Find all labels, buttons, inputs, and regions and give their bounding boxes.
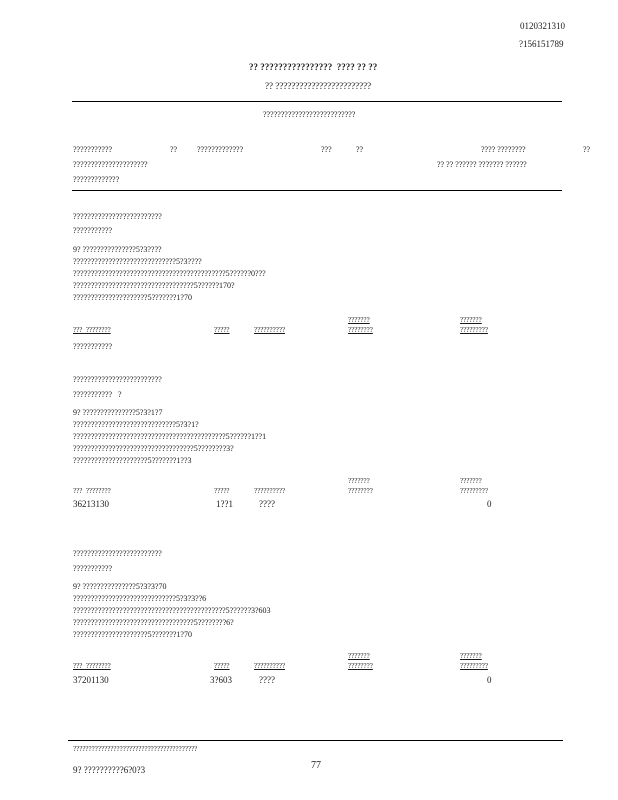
info-row3-left: ?????????????	[73, 175, 120, 184]
section-subheading: ???????????	[73, 226, 113, 235]
section-heading: ?????????????????????????	[73, 212, 162, 221]
col-header-4: ??????? ????????	[348, 477, 373, 495]
info-row1-c1: ??	[170, 145, 178, 154]
section-line-2: ?????????????????????????????5?3?1?	[73, 420, 199, 429]
section-line-1: 9? ???????????????5?3????	[73, 245, 162, 254]
section-line-4: ??????????????????????????????????5??????170?	[73, 281, 235, 290]
row-cell-1: 37201130	[73, 675, 109, 685]
footer-rule	[68, 740, 563, 741]
section-line-3: ???????????????????????????????????????????5??????3?603	[73, 606, 271, 615]
section-line-2: ?????????????????????????????5?3?3??6	[73, 594, 207, 603]
section-line-2: ?????????????????????????????5?3????	[73, 257, 202, 266]
footer-bottom-left: 9? ??????????6?0?3	[73, 765, 146, 775]
section-line-5: ?????????????????????5???????1?70	[73, 293, 192, 302]
row-cell-5: 0	[487, 675, 492, 685]
info-row1-c4: ??	[356, 145, 364, 154]
info-row1-c3: ???	[321, 145, 332, 154]
header-rule	[72, 101, 562, 102]
section-line-1: 9? ???????????????5?3?3?70	[73, 582, 167, 591]
col-header-2: ?????	[214, 326, 230, 334]
doc-code-2: ?156151789	[519, 39, 564, 49]
section-subheading: ??????????? ?	[73, 390, 122, 399]
info-row2-left: ?????????????????????	[73, 160, 148, 169]
row-cell-5: 0	[487, 499, 492, 509]
info-row1-left: ???????????	[73, 145, 113, 154]
section-line-1: 9? ???????????????5?3?1?7	[73, 408, 163, 417]
row-cell-2: 1??1	[216, 499, 233, 509]
col-header-5: ??????? ?????????	[460, 316, 488, 334]
section-line-3: ???????????????????????????????????????????5??????0???	[73, 269, 266, 278]
section-subheading: ???????????	[73, 564, 113, 573]
page-number: 77	[311, 760, 321, 771]
record-section-1	[0, 213, 618, 383]
doc-title-line-2: ?? ????????????????????????	[265, 81, 372, 91]
doc-code-1: 0120321310	[520, 21, 565, 31]
row-cell-1: ???????????	[73, 342, 113, 351]
doc-subtitle: ??????????????????????????	[263, 110, 356, 119]
col-header-3: ??????????	[254, 326, 286, 334]
col-header-1: ??? ????????	[73, 662, 111, 670]
info-row1-c2: ?????????????	[197, 145, 244, 154]
col-header-3: ??????????	[254, 487, 286, 495]
col-header-1: ??? ????????	[73, 487, 111, 495]
section-line-5: ?????????????????????5???????1?70	[73, 630, 192, 639]
info-row1-far: ??	[583, 145, 591, 154]
row-cell-3: ????	[259, 499, 275, 509]
info-row2-right: ?? ?? ?????? ??????? ??????	[437, 160, 527, 169]
col-header-2: ?????	[214, 662, 230, 670]
col-header-1: ??? ????????	[73, 326, 111, 334]
info-rule	[72, 190, 562, 191]
col-header-5: ??????? ?????????	[460, 477, 488, 495]
section-line-3: ???????????????????????????????????????????5??????1??1	[73, 432, 267, 441]
section-heading: ?????????????????????????	[73, 549, 162, 558]
section-line-4: ??????????????????????????????????5????????6?	[73, 618, 234, 627]
record-section-2	[0, 376, 618, 546]
section-line-5: ?????????????????????5???????1??3	[73, 456, 192, 465]
section-heading: ?????????????????????????	[73, 375, 162, 384]
row-cell-3: ????	[259, 675, 275, 685]
col-header-3: ??????????	[254, 662, 286, 670]
info-row1-right: ???? ????????	[481, 145, 526, 154]
section-line-4: ??????????????????????????????????5????????3?	[73, 444, 234, 453]
col-header-4: ??????? ????????	[348, 316, 373, 334]
footer-note: ????????????????????????????????????????	[73, 745, 198, 753]
row-cell-2: 3?603	[210, 675, 232, 685]
record-section-3	[0, 550, 618, 720]
col-header-4: ??????? ????????	[348, 652, 373, 670]
col-header-5: ??????? ?????????	[460, 652, 488, 670]
doc-title-line-1: ?? ???????????????? ???? ?? ??	[249, 62, 378, 72]
row-cell-1: 36213130	[73, 499, 109, 509]
col-header-2: ?????	[214, 487, 230, 495]
